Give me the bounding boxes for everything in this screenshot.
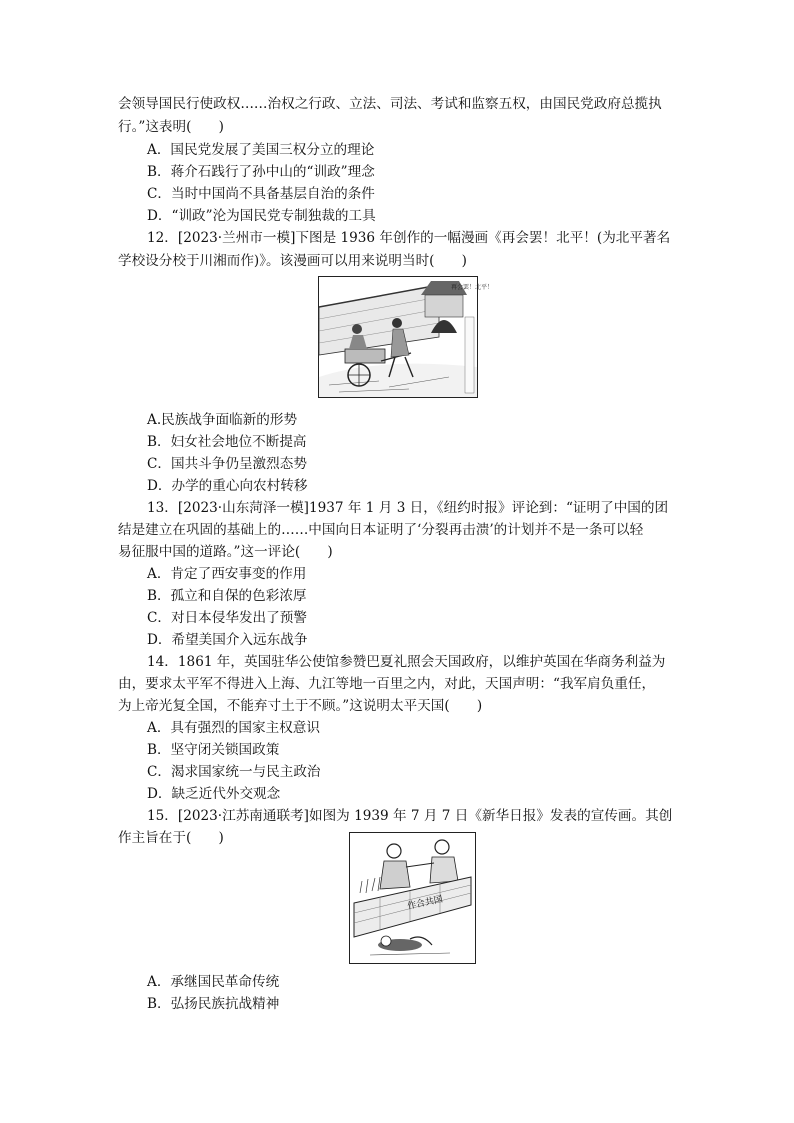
q12-option-d: D．办学的重心向农村转移 [147, 478, 308, 494]
q11-option-d: D．“训政”沦为国民党专制独裁的工具 [147, 208, 376, 224]
q12-cartoon-drawing [319, 277, 494, 397]
q12-cartoon-caption: 再会罢！北平！ [451, 284, 494, 291]
q13-option-b: B．孤立和自保的色彩浓厚 [147, 588, 307, 604]
q13-stem-line2: 结是建立在巩固的基础上的……中国向日本证明了‘分裂再击溃’的计划并不是一条可以轻 [118, 522, 644, 538]
q14-option-d: D．缺乏近代外交观念 [147, 786, 281, 802]
q15-option-b: B．弘扬民族抗战精神 [147, 996, 280, 1012]
q15-option-a: A．承继国民革命传统 [147, 974, 280, 990]
q13-option-a: A．肯定了西安事变的作用 [147, 566, 307, 582]
q15-stem-line2: 作主旨在于( ) [118, 830, 224, 846]
q12-option-b: B．妇女社会地位不断提高 [147, 434, 307, 450]
q14-stem-line3: 为上帝光复全国，不能弃寸土于不顾。”这说明太平天国( ) [118, 698, 483, 714]
q15-poster-figure [349, 832, 476, 964]
q14-stem-line2: 由，要求太平军不得进入上海、九江等地一百里之内，对此，天国声明：“我军肩负重任， [118, 676, 656, 692]
q14-option-c: C．渴求国家统一与民主政治 [147, 764, 321, 780]
q13-stem-line3: 易征服中国的道路。”这一评论( ) [118, 544, 333, 560]
q11-stem-line2: 行。”这表明( ) [118, 119, 224, 135]
q11-stem-line1: 会领导国民行使政权……治权之行政、立法、司法、考试和监察五权，由国民党政府总揽执 [118, 96, 662, 112]
q11-option-c: C．当时中国尚不具备基层自治的条件 [147, 186, 375, 202]
q13-stem-line1: 13．[2023·山东菏泽一模]1937 年 1 月 3 日，《纽约时报》评论到：“证明了中国的团 [147, 500, 669, 516]
q14-option-a: A．具有强烈的国家主权意识 [147, 720, 320, 736]
q15-poster-drawing [350, 833, 475, 963]
q13-option-d: D．希望美国介入远东战争 [147, 632, 308, 648]
q11-option-b: B．蒋介石践行了孙中山的“训政”理念 [147, 164, 375, 180]
q12-cartoon-figure [318, 276, 494, 398]
q15-stem-line1: 15．[2023·江苏南通联考]如图为 1939 年 7 月 7 日《新华日报》发表的宣传画。其创 [147, 808, 673, 824]
q11-option-a: A．国民党发展了美国三权分立的理论 [147, 142, 375, 158]
q15-wall-text: 作合共国 [406, 894, 444, 912]
q13-option-c: C．对日本侵华发出了预警 [147, 610, 307, 626]
q14-option-b: B．坚守闭关锁国政策 [147, 742, 280, 758]
q12-option-a: A.民族战争面临新的形势 [147, 412, 298, 428]
q12-stem-line2: 学校设分校于川湘而作)》。该漫画可以用来说明当时( ) [118, 253, 467, 269]
q12-stem-line1: 12．[2023·兰州市一模]下图是 1936 年创作的一幅漫画《再会罢！北平！(为北平著名 [147, 230, 671, 246]
q12-option-c: C．国共斗争仍呈激烈态势 [147, 456, 307, 472]
q14-stem-line1: 14．1861 年，英国驻华公使馆参赞巴夏礼照会天国政府，以维护英国在华商务利益为 [147, 654, 666, 670]
